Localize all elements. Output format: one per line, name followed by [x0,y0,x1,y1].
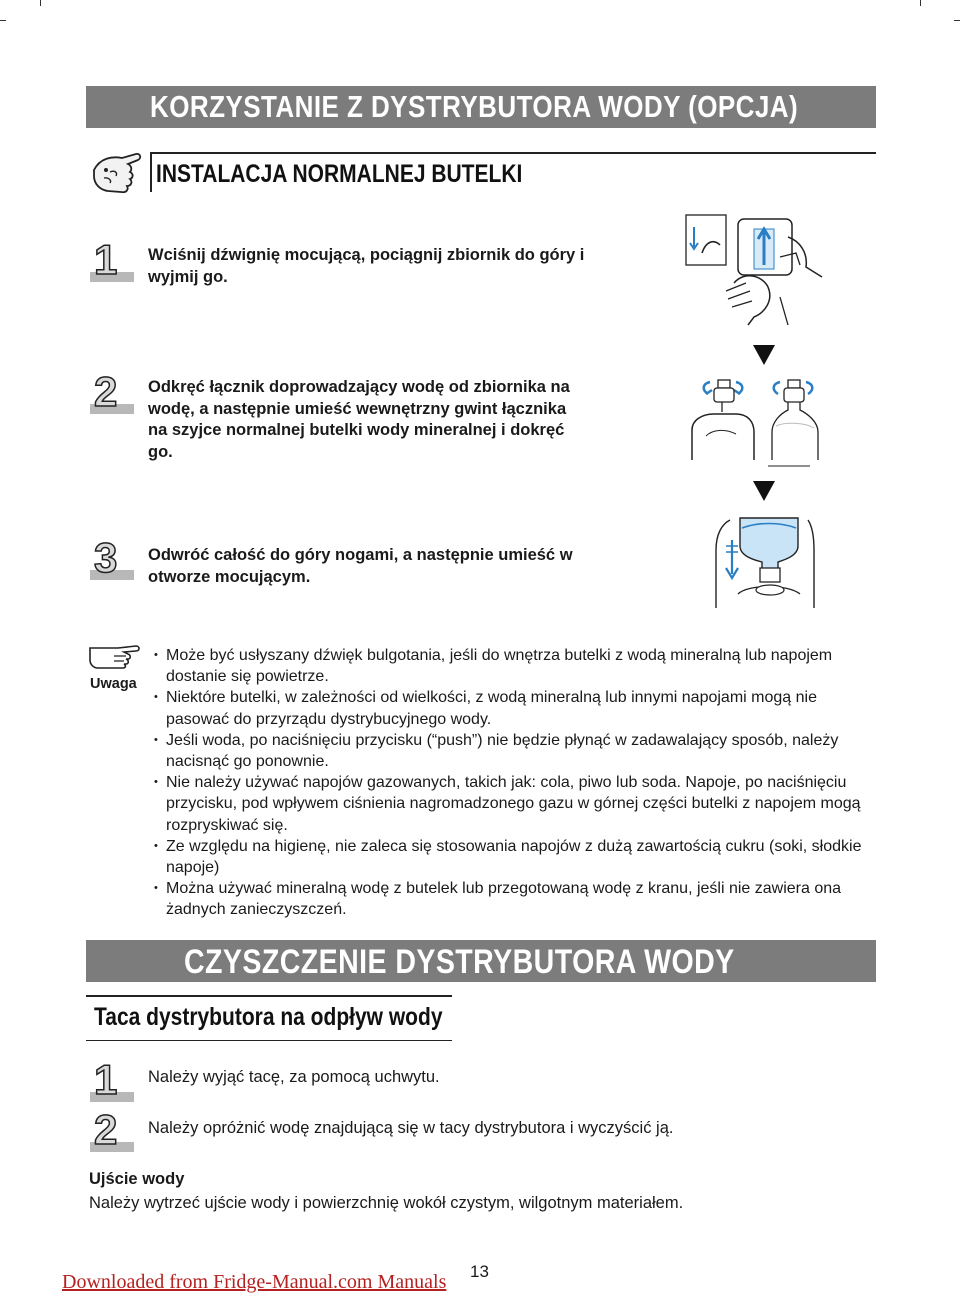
subsection-side-rule [150,152,152,192]
subsection-bottom-rule [86,1040,452,1041]
step-number [90,1106,138,1154]
tank-removal-illustration [684,213,824,328]
step-number [90,534,138,582]
step-text: Odwróć całość do góry nogami, a następnie umieść w otworze mocującym. [148,546,573,586]
step-text: Odkręć łącznik doprowadzający wodę od zbiornika na wodę, a następnie umieść wewnętrzny gwint łącznika na szyjce normalnej butelki wody mineralnej i dokręć go. [148,378,570,461]
note-item: • Można używać mineralną wodę z butelek lub przegotowaną wodę z kranu, jeśli nie zawiera ona żadnych zanieczyszczeń. [154,878,884,920]
outlet-text: Należy wytrzeć ujście wody i powierzchnię wokół czystym, wilgotnym materiałem. [89,1194,684,1212]
subsection-title: INSTALACJA NORMALNEJ BUTELKI [156,160,523,188]
step-number [90,236,138,284]
step-number-digit: 3 [94,534,118,581]
arrow-down-icon [752,480,776,502]
download-link[interactable]: Downloaded from Fridge-Manual.com Manuals [62,1271,447,1293]
note-list [154,645,884,921]
bottle-insertion-illustration [712,510,822,610]
step-number-digit: 2 [94,1106,118,1153]
note-item: • Niektóre butelki, w zależności od wielkości, z wodą mineralną lub innymi napojami mogą nie pasować do przyrządu dystrybucyjnego wody. [154,687,884,729]
outlet-heading: Ujście wody [89,1170,185,1188]
page-number: 13 [470,1262,489,1281]
arrow-down-icon [752,344,776,366]
pointing-hand-icon [86,148,148,204]
note-hand-icon [88,640,142,670]
note-item: • Może być usłyszany dźwięk bulgotania, jeśli do wnętrza butelki z wodą mineralną lub napojem dostanie się powietrze. [154,645,884,687]
step-number [90,368,138,416]
step-number [90,1056,138,1104]
note-label: Uwaga [90,676,137,692]
crop-mark [920,0,921,6]
crop-mark [954,20,960,21]
crop-mark [0,20,6,21]
step-text: Należy opróżnić wodę znajdującą się w tacy dystrybutora i wyczyścić ją. [148,1119,674,1137]
section-title: KORZYSTANIE Z DYSTRYBUTORA WODY (OPCJA) [150,89,799,124]
subsection-top-rule [150,152,876,154]
step-text: Wciśnij dźwignię mocującą, pociągnij zbiornik do góry i wyjmij go. [148,246,585,286]
crop-mark [40,0,41,6]
note-item: • Jeśli woda, po naciśnięciu przycisku (“push”) nie będzie płynąć w zadawalający sposób, należy nacisnąć go ponownie. [154,730,884,772]
subsection-title: Taca dystrybutora na odpływ wody [94,1003,443,1031]
step-text: Należy wyjąć tacę, za pomocą uchwytu. [148,1068,440,1086]
connector-bottle-illustration [684,376,834,471]
subsection-top-rule [86,995,452,997]
step-number-digit: 1 [94,1056,118,1103]
step-number-digit: 1 [94,236,118,283]
section-title: CZYSZCZENIE DYSTRYBUTORA WODY [184,943,735,981]
step-number-digit: 2 [94,368,118,415]
note-item: • Nie należy używać napojów gazowanych, takich jak: cola, piwo lub soda. Napoje, po naciśnięciu przycisku, pod wpływem ciśnienia nagromadzonego gazu w górnej części butelki z napojem mogą rozpryskiwać się. [154,772,884,836]
note-item: • Ze względu na higienę, nie zaleca się stosowania napojów z dużą zawartością cukru (soki, słodkie napoje) [154,836,884,878]
